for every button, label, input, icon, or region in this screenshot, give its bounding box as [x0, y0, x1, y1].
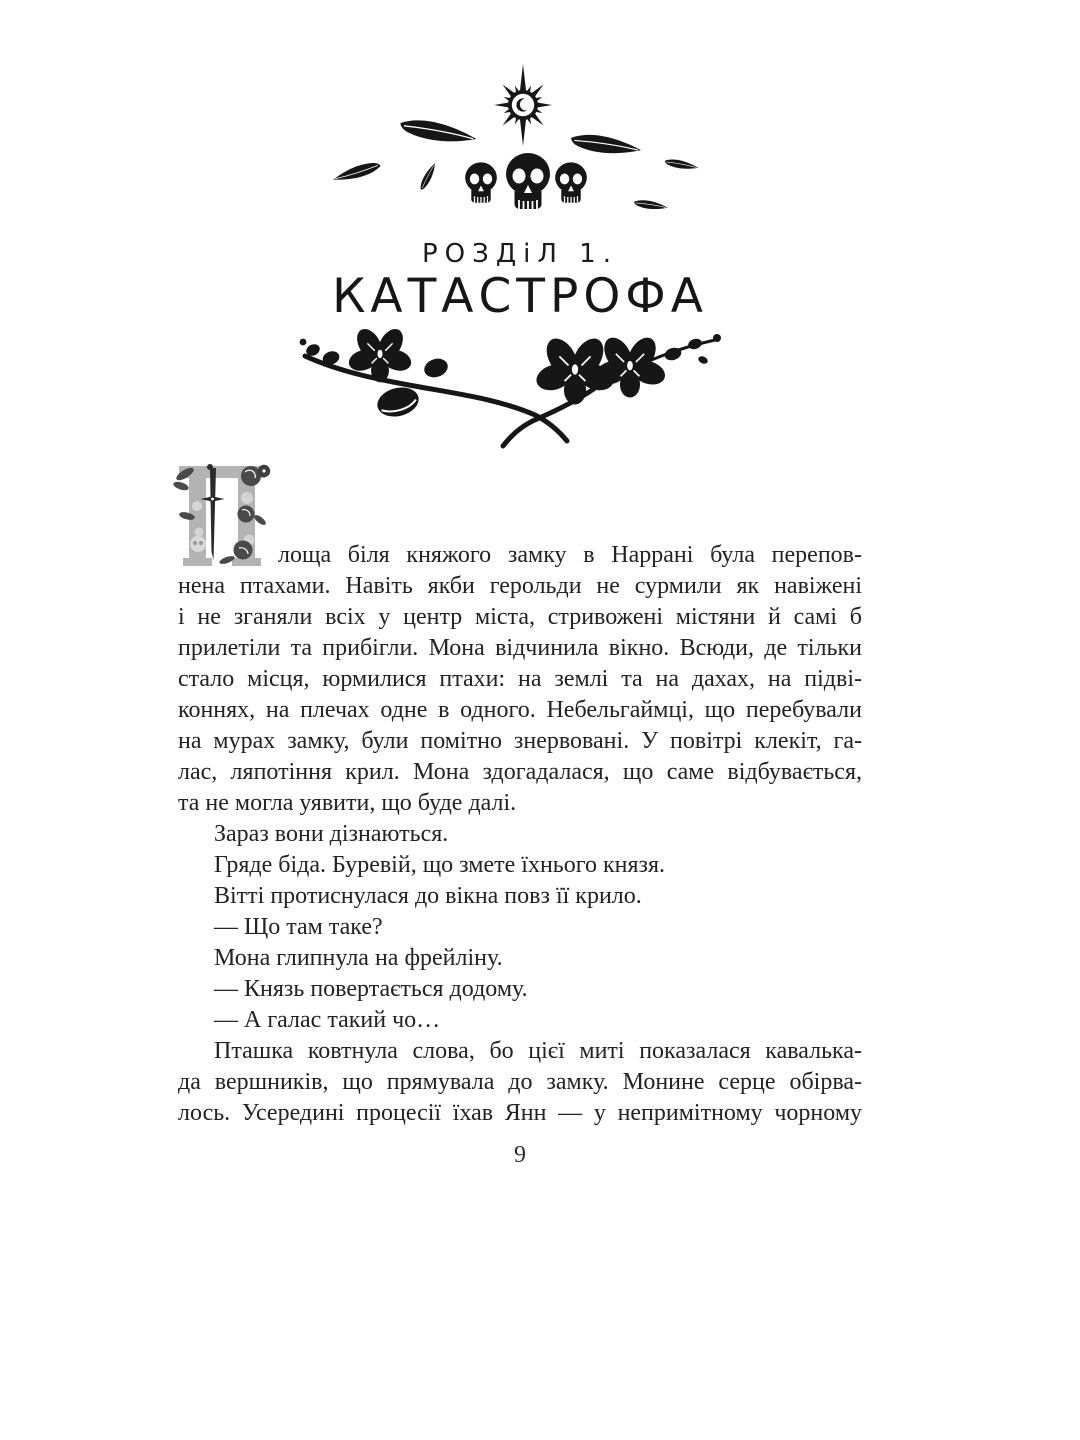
text-line: Зараз вони дізнаються.: [214, 821, 449, 847]
feather-icon: [417, 162, 440, 191]
skull-icon: [555, 162, 587, 203]
text-line: нена птахами. Навіть якби герольди не сурмили як навіжені: [178, 573, 862, 599]
chapter-title: КАТАСТРОФА: [332, 269, 708, 324]
text-line: лас, ляпотіння крил. Мона здогадалася, що саме відбувається,: [178, 759, 862, 785]
text-line: коннях, на плечах одне в одного. Небельгаймці, що перебували: [178, 697, 862, 723]
skull-icon: [465, 162, 497, 203]
orchid-bud: [422, 356, 450, 381]
orchid-bud: [374, 383, 422, 420]
text-line: — Князь повертається додому.: [214, 976, 528, 1002]
body-text: [178, 540, 862, 1129]
feather-icon: [569, 127, 642, 163]
text-line: да вершників, що прямувала до замку. Монине серце обірва-: [178, 1069, 862, 1095]
header-ornament: [270, 60, 730, 220]
orchid-bud: [687, 337, 703, 351]
text-line: Вітті протиснулася до вікна повз її крило.: [214, 883, 642, 909]
skull-icon: [506, 153, 550, 210]
text-line: Пташка ковтнула слова, бо цієї миті показалася кавалька-: [214, 1038, 862, 1064]
text-line: — Що там таке?: [214, 914, 383, 940]
chapter-label: РОЗДіЛ 1.: [422, 239, 618, 269]
text-line: і не зганяли всіх у центр міста, стривожені містяни й самі б: [178, 604, 862, 630]
text-line: на мурах замку, були помітно знервовані. У повітрі клекіт, га-: [178, 728, 862, 754]
text-line: лось. Усередині процесії їхав Янн — у непримітному чорному: [178, 1100, 862, 1126]
sun-crescent-icon: [494, 64, 552, 146]
text-line: — А галас такий чо…: [214, 1007, 441, 1033]
page-number: 9: [514, 1142, 526, 1168]
text-line: лоща біля княжого замку в Наррані була перепов-: [278, 542, 862, 568]
orchid-branches-ornament: [295, 320, 755, 448]
text-line: Мона глипнула на фрейліну.: [214, 945, 503, 971]
feather-icon: [332, 161, 382, 182]
text-line: Гряде біда. Буревій, що змете їхнього князя.: [214, 852, 666, 878]
text-line: прилетіли та прибігли. Мона відчинила вікно. Всюди, де тільки: [178, 635, 862, 661]
feather-icon: [398, 112, 477, 154]
text-line: стало місця, юрмилися птахи: на землі та на дахах, на підві-: [178, 666, 862, 692]
feather-icon: [664, 156, 699, 175]
feather-icon: [633, 197, 668, 214]
text-line: та не могла уявити, що буде далі.: [178, 790, 517, 816]
